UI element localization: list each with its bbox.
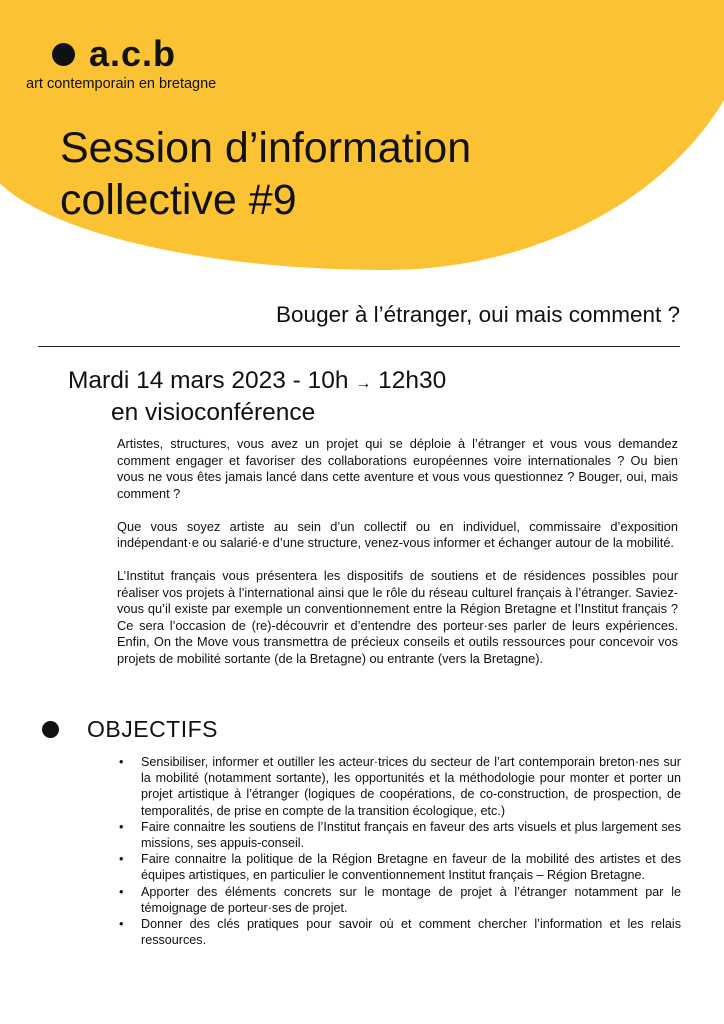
intro-paragraph: L’Institut français vous présentera les dispositifs de soutiens et de résidences possibles pour réaliser vos projets à l’international ainsi que le rôle du réseau culturel français à l’étranger. Saviez-vous qu’il existe par exemple un conventionnement entre la Région Bretagne et l’Institut français ? Ce sera l’occasion de (re)-découvrir et d’entendre des porteur·ses parler de leurs expériences. Enfin, On the Move vous transmettra de précieux conseils et outils ressources pour concevoir vos projets de mobilité sortante (de la Bretagne) ou entrante (vers la Bretagne). [117, 568, 678, 666]
bullet-icon: • [119, 917, 124, 932]
list-item-text: Apporter des éléments concrets sur le montage de projet à l’étranger notamment par le témoignage de porteur·ses de projet. [141, 884, 681, 915]
objectives-heading [42, 716, 218, 743]
intro-paragraph: Artistes, structures, vous avez un projet qui se déploie à l’étranger et vous vous demandez comment engager et favoriser des collaborations européennes voire internationales ? Ou bien vous ne vous êtes jamais lancé dans cette aventure et vous vous questionnez ? Bouger, oui, mais comment ? [117, 436, 678, 501]
event-date [68, 366, 446, 399]
event-date-end: 12h30 [378, 367, 447, 394]
divider [38, 346, 680, 347]
list-item [117, 884, 681, 916]
list-item [117, 819, 681, 851]
bullet-icon: • [119, 852, 124, 867]
bullet-dot-icon [42, 721, 59, 738]
logo-name: a.c.b [89, 33, 177, 74]
title-line-1: Session d’information [60, 124, 472, 172]
logo-dot-icon [52, 43, 75, 66]
event-date-start: Mardi 14 mars 2023 - 10h [68, 367, 349, 394]
page-subtitle: Bouger à l’étranger, oui mais comment ? [276, 302, 680, 327]
list-item [117, 754, 681, 819]
list-item-text: Sensibiliser, informer et outiller les acteur·trices du secteur de l’art contemporain breton·nes sur la mobilité (notamment sortante), les opportunités et la méthodologie pour monter et porter un projet artistique à l’étranger (logiques de coopérations, de co-construction, de prospection, de temporalités, de prise en compte de la transition écologique, etc.) [141, 755, 681, 818]
logo [26, 34, 216, 92]
list-item [117, 916, 681, 948]
bullet-icon: • [119, 884, 124, 899]
list-item [117, 851, 681, 883]
list-item-text: Faire connaitre les soutiens de l’Institut français en faveur des arts visuels et plus largement ses missions, ses appuis-conseil. [141, 819, 681, 851]
list-item-text: Donner des clés pratiques pour savoir où et comment chercher l’information et les relais ressources. [141, 917, 681, 948]
bullet-icon: • [119, 755, 124, 769]
page-title [60, 122, 700, 226]
logo-subtitle: art contemporain en bretagne [26, 76, 217, 92]
bullet-icon: • [119, 819, 124, 834]
event-venue: en visioconférence [111, 399, 316, 426]
intro-paragraph: Que vous soyez artiste au sein d’un collectif ou en individuel, commissaire d’exposition indépendant·e ou salarié·e d’une structure, venez-vous informer et échanger autour de la mobilité. [117, 518, 678, 550]
list-item-text: Faire connaitre la politique de la Région Bretagne en faveur de la mobilité des artistes et des équipes artistiques, en particulier le conventionnement Institut français – Région Bretagne. [141, 852, 681, 883]
intro-text [117, 436, 678, 684]
title-line-2: collective #9 [60, 176, 297, 224]
objectives-title: OBJECTIFS [87, 716, 219, 742]
arrow-right-icon: → [355, 375, 372, 392]
objectives-list [117, 754, 681, 948]
